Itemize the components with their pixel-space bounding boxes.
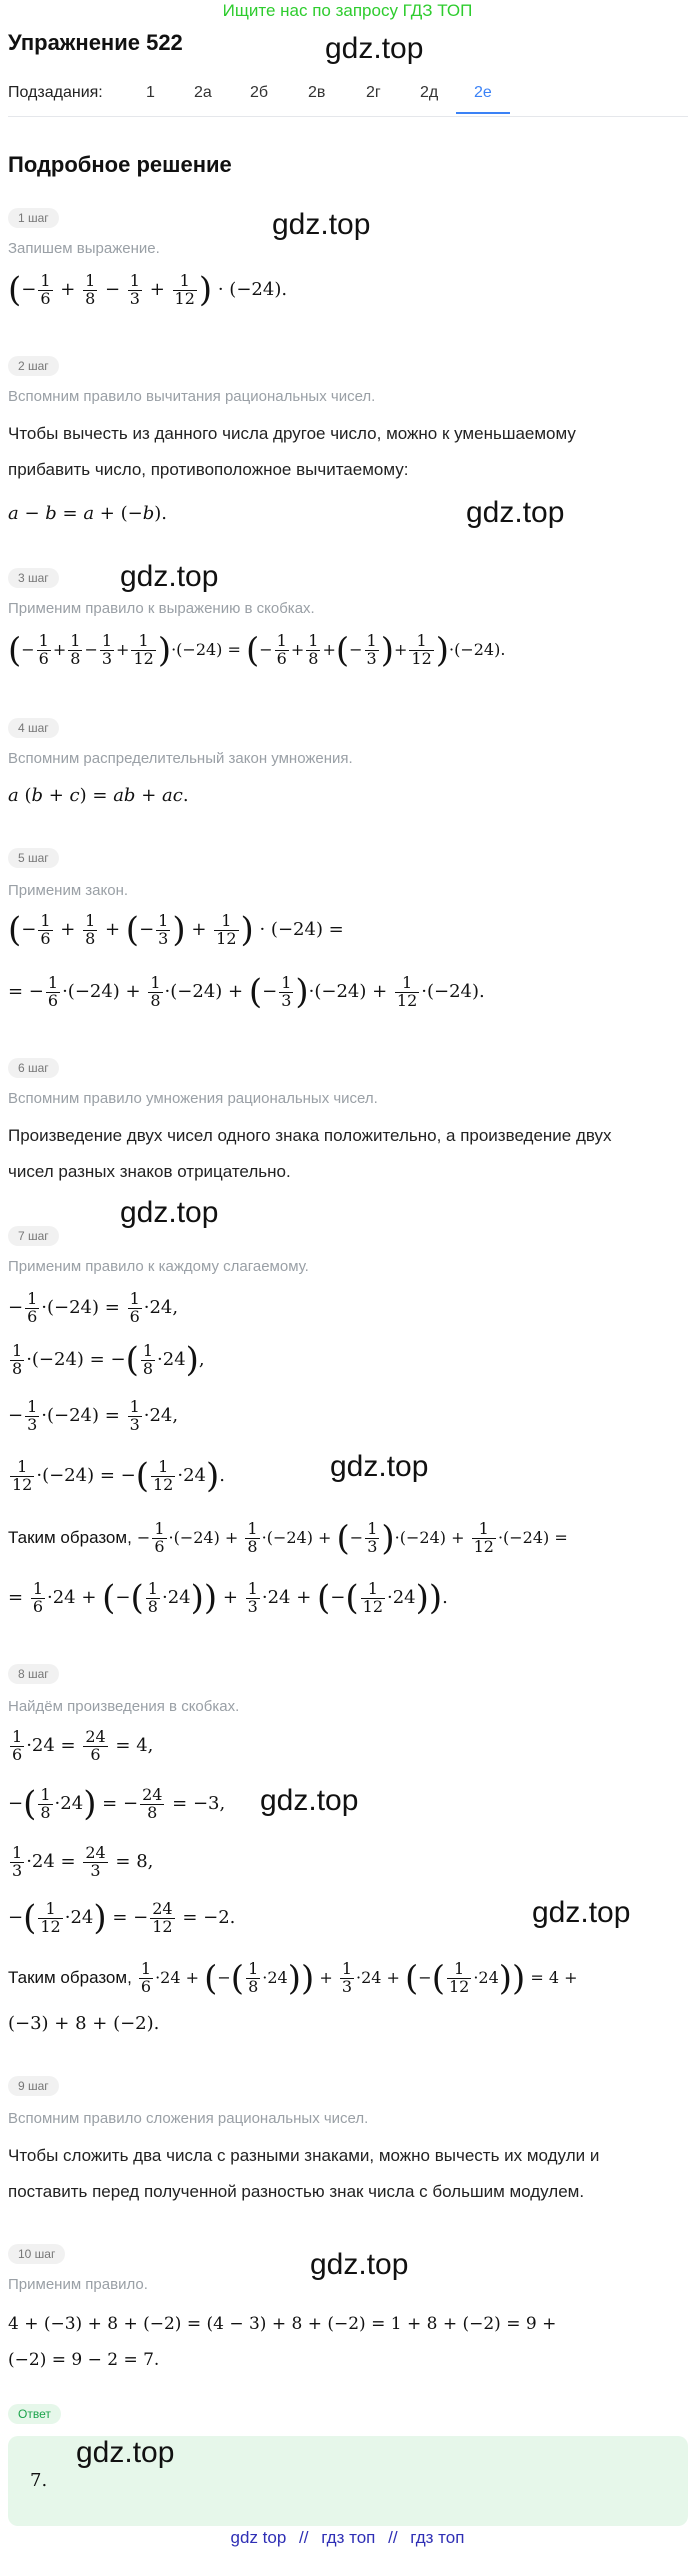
footer-link[interactable]: gdz top (230, 2528, 287, 2547)
math-expression: Таким образом, $\frac{1}{6}$ ·24 + (−( $\frac{1}{8}$ ·24)) + $\frac{1}{3}$ ·24 + (−( $\frac{1}{12}$ ·24)) = 4 + (8, 1958, 578, 1999)
footer-separator: // (388, 2528, 398, 2547)
step-hint: Вспомним правило вычитания рациональных чисел. (8, 388, 376, 405)
thus-label: Таким образом, (8, 1528, 132, 1547)
step-badge: 8 шаг (8, 1664, 59, 1684)
watermark: gdz.top (76, 2436, 175, 2469)
math-expression: Таким образом, − $\frac{1}{6}$ ·(−24) + $\frac{1}{8}$ ·(−24) + (− $\frac{1}{3}$ )·(−24) + $\frac{1}{12}$ ·(−24) = (8, 1518, 568, 1559)
math-expression: − $\frac{1}{6}$ ·(−24) = $\frac{1}{6}$ ·24, (8, 1288, 179, 1326)
watermark: gdz.top (325, 32, 424, 65)
tab-2v[interactable]: 2в (308, 84, 326, 101)
footer-link[interactable]: гдз топ (321, 2528, 376, 2547)
math-expression: = $\frac{1}{6}$ ·24 + (−( $\frac{1}{8}$ ·24)) + $\frac{1}{3}$ ·24 + (−( $\frac{1}{12}$ ·24)). (8, 1578, 448, 1618)
footer-links (0, 2528, 695, 2548)
step-text: прибавить число, противоположное вычитаемому: (8, 460, 409, 479)
step-hint: Запишем выражение. (8, 240, 160, 257)
math-expression: (− $\frac{1}{6}$ + $\frac{1}{8}$ + (− $\frac{1}{3}$ ) + $\frac{1}{12}$ ) · (−24) = (8, 910, 344, 950)
answer-value: 7. (30, 2470, 48, 2491)
math-expression: (− $\frac{1}{6}$ + $\frac{1}{8}$ − $\frac{1}{3}$ + $\frac{1}{12}$ ) · (−24). (8, 270, 288, 310)
tab-2e[interactable]: 2е (474, 84, 492, 101)
step-hint: Применим закон. (8, 882, 129, 899)
watermark: gdz.top (260, 1784, 359, 1817)
subtasks-label: Подзадания: (8, 84, 103, 101)
step-hint: Применим правило к выражению в скобках. (8, 600, 315, 617)
math-expression: 4 + (−3) + 8 + (−2) = (4 − 3) + 8 + (−2) = 1 + 8 + (−2) = 9 + (8, 2314, 557, 2334)
tab-2d[interactable]: 2д (420, 84, 439, 101)
step-hint: Найдём произведения в скобках. (8, 1698, 240, 1715)
math-expression: − $\frac{1}{3}$ ·(−24) = $\frac{1}{3}$ ·24, (8, 1396, 179, 1434)
step-text: Чтобы сложить два числа с разными знаками, можно вычесть их модули и (8, 2146, 600, 2165)
step-badge: 5 шаг (8, 848, 59, 868)
footer-link[interactable]: гдз топ (410, 2528, 465, 2547)
math-expression: a (b + c) = ab + ac. (8, 785, 189, 806)
math-expression: (− $\frac{1}{6}$ + $\frac{1}{8}$ − $\frac{1}{3}$ + $\frac{1}{12}$ )·(−24) = (− $\frac{1}{6}$ + $\frac{1}{8}$ +(− $\frac{1}{3}$ )+ $\frac{1}{12}$ )·(−24). (8, 630, 506, 671)
tab-2a[interactable]: 2а (194, 84, 212, 101)
step-badge: 2 шаг (8, 356, 59, 376)
step-badge: 7 шаг (8, 1226, 59, 1246)
step-badge: 10 шаг (8, 2244, 65, 2264)
watermark: gdz.top (532, 1896, 631, 1929)
step-hint: Применим правило. (8, 2276, 148, 2293)
math-expression: $\frac{1}{6}$ ·24 = $\frac{24}{6}$ = 4, (12, 1726, 154, 1764)
tab-2b[interactable]: 2б (250, 84, 269, 101)
step-text: поставить перед полученной разностью знак числа с большим модулем. (8, 2182, 585, 2201)
answer-badge: Ответ (8, 2404, 61, 2424)
math-expression: a − b = a + (−b). (8, 503, 167, 524)
math-expression: $\frac{1}{8}$ ·(−24) = −( $\frac{1}{8}$ ·24), (12, 1340, 205, 1380)
watermark: gdz.top (466, 496, 565, 529)
solution-heading: Подробное решение (8, 152, 232, 177)
math-expression: $\frac{1}{3}$ ·24 = $\frac{24}{3}$ = 8, (12, 1842, 154, 1880)
watermark: gdz.top (330, 1450, 429, 1483)
step-badge: 6 шаг (8, 1058, 59, 1078)
step-badge: 9 шаг (8, 2076, 59, 2096)
step-text: чисел разных знаков отрицательно. (8, 1162, 291, 1181)
step-text: Чтобы вычесть из данного числа другое число, можно к уменьшаемому (8, 424, 576, 443)
step-badge: 4 шаг (8, 718, 59, 738)
step-text: Произведение двух чисел одного знака положительно, а произведение двух (8, 1126, 612, 1145)
math-expression: = − $\frac{1}{6}$ ·(−24) + $\frac{1}{8}$ ·(−24) + (− $\frac{1}{3}$ )·(−24) + $\frac{1}{12}$ ·(−24). (8, 972, 485, 1012)
math-expression: −( $\frac{1}{8}$ ·24) = − $\frac{24}{8}$ = −3, (8, 1784, 226, 1824)
step-badge: 3 шаг (8, 568, 59, 588)
math-expression: (−2) = 9 − 2 = 7. (8, 2350, 160, 2370)
step-badge: 1 шаг (8, 208, 59, 228)
tab-2g[interactable]: 2г (366, 84, 381, 101)
watermark: gdz.top (120, 1196, 219, 1229)
thus-label: Таким образом, (8, 1968, 132, 1987)
math-expression: −( $\frac{1}{12}$ ·24) = − $\frac{24}{12}$ = −2. (8, 1898, 236, 1938)
watermark: gdz.top (272, 208, 371, 241)
watermark: gdz.top (120, 560, 219, 593)
top-banner[interactable]: Ищите нас по запросу ГДЗ ТОП (222, 1, 473, 20)
step-hint: Вспомним правило сложения рациональных чисел. (8, 2110, 369, 2127)
step-hint: Вспомним распределительный закон умножения. (8, 750, 353, 767)
math-expression: $\frac{1}{12}$ ·(−24) = −( $\frac{1}{12}$ ·24). (12, 1456, 225, 1496)
step-hint: Применим правило к каждому слагаемому. (8, 1258, 309, 1275)
tab-1[interactable]: 1 (146, 84, 155, 101)
divider (8, 116, 688, 117)
watermark: gdz.top (310, 2248, 409, 2281)
footer-separator: // (299, 2528, 309, 2547)
active-tab-indicator (456, 112, 510, 114)
step-hint: Вспомним правило умножения рациональных чисел. (8, 1090, 378, 1107)
page-title: Упражнение 522 (8, 30, 183, 55)
math-expression: (−3) + 8 + (−2). (8, 2013, 160, 2034)
